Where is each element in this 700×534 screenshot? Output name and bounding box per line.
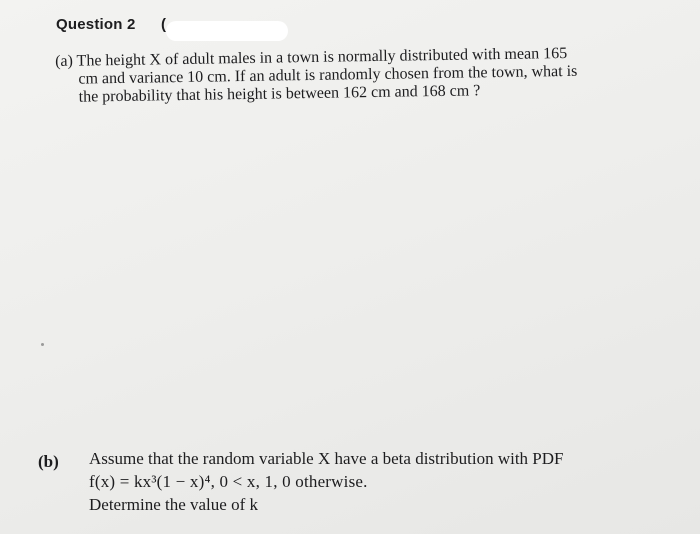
part-b-text [89, 447, 679, 516]
part-b-line-1: Assume that the random variable X have a beta distribution with PDF [89, 449, 564, 468]
part-a-line-1: (a) The height X of adult males in a town is normally distributed with mean 165 [55, 44, 568, 70]
part-a-line-2: cm and variance 10 cm. If an adult is randomly chosen from the town, what is [78, 62, 578, 88]
part-b-label: (b) [38, 452, 59, 471]
part-a-text [55, 43, 681, 107]
question-title: Question 2 [56, 16, 136, 33]
redaction-mark [166, 21, 288, 41]
part-b-line-3: Determine the value of k [89, 495, 258, 514]
paper-speck [41, 343, 44, 346]
question-open-paren: ( [161, 16, 166, 33]
part-a-line-3: the probability that his height is between 162 cm and 168 cm ? [78, 82, 481, 106]
part-b-pdf-formula: f(x) = kx³(1 − x)⁴, 0 < x, 1, 0 otherwise. [89, 472, 368, 491]
